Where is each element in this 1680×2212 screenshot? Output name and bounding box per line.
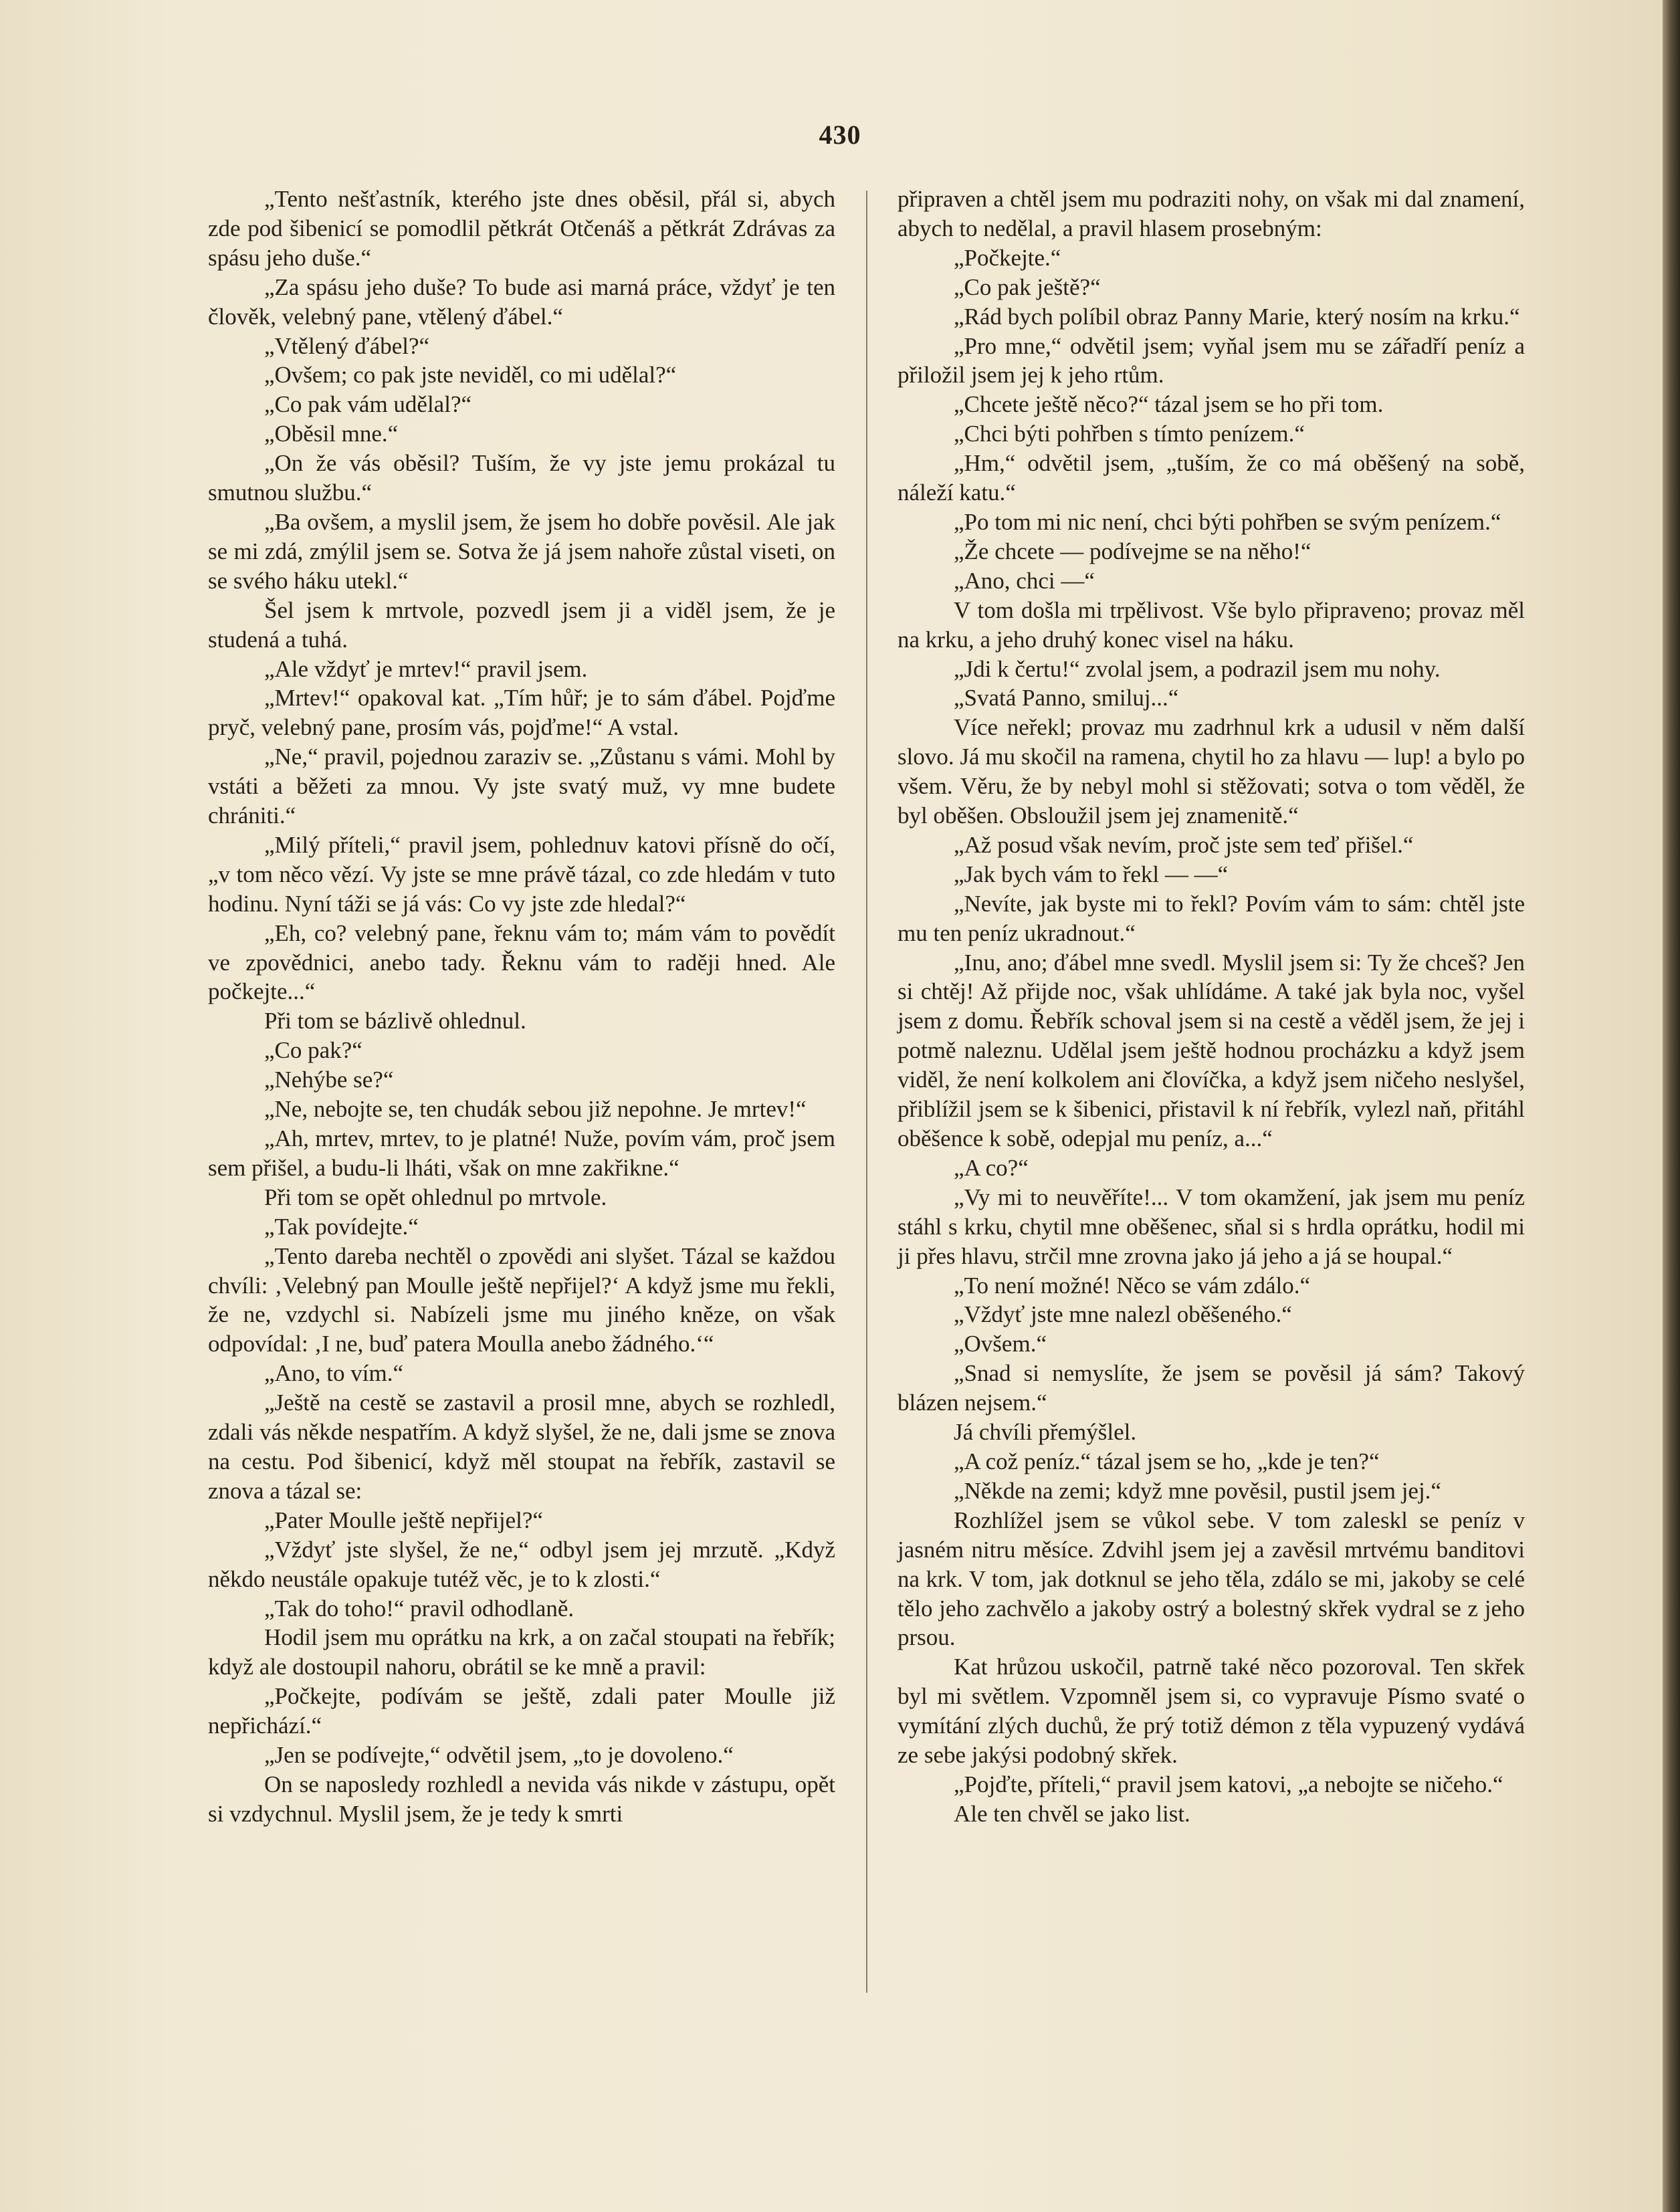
column-divider — [866, 191, 867, 1993]
paragraph: „Po tom mi nic není, chci býti pohřben se svým penízem.“ — [954, 508, 1501, 535]
paragraph: „Vy mi to neuvěříte!... V tom okamžení, jak jsem mu peníz stáhl s krku, chytil mne oběšenec, sňal si s hrdla oprátku, hodil mi ji přes hlavu, strčil mne zrovna jako já jeho a já se houpal.“ — [898, 1184, 1525, 1269]
paragraph: „Někde na zemi; když mne pověsil, pustil jsem jej.“ — [954, 1477, 1441, 1504]
paragraph: „Vtělený ďábel?“ — [264, 332, 430, 359]
paragraph: „Nevíte, jak byste mi to řekl? Povím vám to sám: chtěl jste mu ten peníz ukradnout.“ — [898, 890, 1525, 946]
paragraph: „Snad si nemyslíte, že jsem se pověsil já sám? Takový blázen nejsem.“ — [898, 1360, 1525, 1416]
paragraph: On se naposledy rozhledl a nevida vás nikde v zástupu, opět si vzdychnul. Myslil jsem, že je tedy k smrti — [208, 1771, 835, 1827]
paragraph: „Tento nešťastník, kterého jste dnes oběsil, přál si, abych zde pod šibenicí se pomodlil pětkrát Otčenáš a pětkrát Zdrávas za spásu jeho duše.“ — [208, 186, 835, 271]
page-number: 430 — [819, 120, 861, 150]
paragraph: „Mrtev!“ opakoval kat. „Tím hůř; je to sám ďábel. Pojďme pryč, velebný pane, prosím vás, pojďme!“ A vstal. — [208, 685, 835, 741]
paragraph: „A co?“ — [954, 1154, 1029, 1181]
paragraph: Hodil jsem mu oprátku na krk, a on začal stoupati na řebřík; když ale dostoupil nahoru, obrátil se ke mně a pravil: — [208, 1624, 835, 1680]
paragraph: „Že chcete — podívejme se na něho!“ — [954, 538, 1311, 564]
paragraph: „Ano, to vím.“ — [264, 1360, 404, 1387]
paragraph: „Ano, chci —“ — [954, 567, 1095, 594]
paragraph: „Eh, co? velebný pane, řeknu vám to; mám vám to povědít ve zpovědnici, anebo tady. Řeknu vám to raději hned. Ale počkejte...“ — [208, 919, 835, 1005]
paragraph: „Jak bych vám to řekl — —“ — [954, 861, 1229, 887]
paragraph: „Ne,“ pravil, pojednou zaraziv se. „Zůstanu s vámi. Mohl by vstáti a běžeti za mnou. Vy jste svatý muž, vy mne budete chrániti.“ — [208, 744, 835, 829]
paragraph: „Rád bych políbil obraz Panny Marie, který nosím na krku.“ — [954, 303, 1520, 330]
paragraph: „Jen se podívejte,“ odvětil jsem, „to je dovoleno.“ — [264, 1742, 734, 1769]
paragraph: „Ale vždyť je mrtev!“ pravil jsem. — [264, 655, 588, 682]
paragraph: „Tak do toho!“ pravil odhodlaně. — [264, 1595, 574, 1622]
paragraph: „Tento darebа nechtěl o zpovědi ani slyšet. Tázal se každou chvíli: ‚Velebný pan Moulle ještě nepřijel?‘ A když jsme mu řekli, že ne, vzdychl si. Nabízeli jsme mu jiného kněze, on však odpovídal: ‚I ne, buď patera Moulla anebo žádného.‘“ — [208, 1242, 835, 1357]
paragraph: Kat hrůzou uskočil, patrně také něco pozoroval. Ten skřek byl mi světlem. Vzpomněl jsem si, co vypravuje Písmo svaté o vymítání zlých duchů, že prý totiž démon z těla vypuzený vydává ze sebe jakýsi podobný skřek. — [898, 1654, 1525, 1769]
paragraph: Při tom se opět ohlednul po mrtvole. — [264, 1184, 607, 1210]
paragraph: „A což peníz.“ tázal jsem se ho, „kde je ten?“ — [954, 1448, 1380, 1474]
paragraph: „Ovšem.“ — [954, 1331, 1047, 1357]
paragraph: „Počkejte, podívám se ještě, zdali pater Moulle již nepřichází.“ — [208, 1683, 835, 1739]
paragraph: „Za spásu jeho duše? To bude asi marná práce, vždyť je ten člověk, velebný pane, vtělený ďábel.“ — [208, 273, 835, 330]
paragraph: Více neřekl; provaz mu zadrhnul krk a udusil v něm další slovo. Já mu skočil na ramena, chytil ho za hlavu — lup! a bylo po všem. Věru, že by nebyl mohl si stěžovati; sotva o tom věděl, že byl oběšen. Obsloužil jsem jej znamenitě.“ — [898, 714, 1525, 829]
paragraph: „Co pak vám udělal?“ — [264, 391, 472, 418]
paragraph: „Vždyť jste mne nalezl oběšeného.“ — [954, 1301, 1292, 1328]
paragraph: „Milý příteli,“ pravil jsem, pohlednuv katovi přísně do očí, „v tom něco vězí. Vy jste se mne právě tázal, co zde hledám v tuto hodinu. Nyní táži se já vás: Co vy jste zde hledal?“ — [208, 831, 835, 917]
paragraph: „On že vás oběsil? Tuším, že vy jste jemu prokázal tu smutnou službu.“ — [208, 450, 835, 506]
paragraph: „Inu, ano; ďábel mne svedl. Myslil jsem si: Ty že chceš? Jen si chtěj! Až přijde noc, však uhlídáme. A také jak byla noc, vyšel jsem z domu. Řebřík schoval jsem si na cestě a věděl jsem, že jej i potmě naleznu. Udělal jsem ještě hodnou procházku a když jsem viděl, že není kolkolem ani človíčka, a když jsem ničeho neslyšel, přiblížil jsem se k šibenici, přistavil k ní řebřík, vylezl naň, přitáhl oběšence k sobě, odepjal mu peníz, a...“ — [898, 949, 1525, 1151]
paragraph: „Ještě na cestě se zastavil a prosil mne, abych se rozhledl, zdali vás někde nespatřím. A když slyšel, že ne, dali jsme se znova na cestu. Pod šibenicí, když měl stoupat na řebřík, zastavil se znova a tázal se: — [208, 1390, 835, 1504]
paragraph: „Ba ovšem, a myslil jsem, že jsem ho dobře pověsil. Ale jak se mi zdá, zmýlil jsem se. Sotva že já jsem nahoře zůstal viseti, on se svého háku utekl.“ — [208, 508, 835, 594]
paragraph: „Nehýbe se?“ — [264, 1067, 394, 1093]
paragraph: „Až posud však nevím, proč jste sem teď přišel.“ — [954, 831, 1414, 858]
paragraph: „Počkejte.“ — [954, 244, 1061, 271]
paragraph: „Vždyť jste slyšel, že ne,“ odbyl jsem jej mrzutě. „Když někdo neustále opakuje tutéž věc, je to k zlosti.“ — [208, 1536, 835, 1592]
paragraph: „Co pak?“ — [264, 1037, 362, 1064]
paragraph: „To není možné! Něco se vám zdálo.“ — [954, 1272, 1311, 1299]
paragraph: „Svatá Panno, smiluj...“ — [954, 685, 1179, 711]
paragraph: „Ne, nebojte se, ten chudák sebou již nepohne. Je mrtev!“ — [264, 1096, 807, 1123]
paragraph: „Tak povídejte.“ — [264, 1213, 419, 1240]
paragraph: „Hm,“ odvětil jsem, „tuším, že co má oběšený na sobě, náleží katu.“ — [898, 450, 1525, 506]
paragraph: „Co pak ještě?“ — [954, 273, 1101, 300]
paragraph: Ale ten chvěl se jako list. — [954, 1800, 1190, 1827]
paragraph: V tom došla mi trpělivost. Vše bylo připraveno; provaz měl na krku, a jeho druhý konec visel na háku. — [898, 596, 1525, 653]
book-spine-edge — [1663, 0, 1680, 2212]
paragraph: „Oběsil mne.“ — [264, 421, 399, 447]
paragraph: „Ovšem; co pak jste neviděl, co mi udělal?“ — [264, 362, 677, 389]
paragraph: Šel jsem k mrtvole, pozvedl jsem ji a viděl jsem, že je studená a tuhá. — [208, 596, 835, 653]
paragraph: „Chcete ještě něco?“ tázal jsem se ho při tom. — [954, 391, 1384, 418]
paragraph: „Jdi k čertu!“ zvolal jsem, a podrazil jsem mu nohy. — [954, 655, 1441, 682]
paragraph: „Ah, mrtev, mrtev, to je platné! Nuže, povím vám, proč jsem sem přišel, a budu-li lháti, však on mne zakřikne.“ — [208, 1125, 835, 1181]
left-text-column — [208, 185, 835, 1829]
paragraph: „Pojďte, příteli,“ pravil jsem katovi, „a nebojte se ničeho.“ — [954, 1771, 1503, 1797]
paragraph: „Pater Moulle ještě nepřijel?“ — [264, 1507, 543, 1533]
paragraph: „Chci býti pohřben s tímto penízem.“ — [954, 421, 1305, 447]
paragraph: „Pro mne,“ odvětil jsem; vyňal jsem mu se zářadří peníz a přiložil jsem jej k jeho rtům. — [898, 332, 1525, 389]
right-text-column — [898, 185, 1525, 1829]
paragraph: připraven a chtěl jsem mu podraziti nohy, on však mi dal znamení, abych to nedělal, a pravil hlasem prosebným: — [898, 186, 1525, 241]
paragraph: Při tom se bázlivě ohlednul. — [264, 1008, 526, 1034]
paragraph: Rozhlížel jsem se vůkol sebe. V tom zaleskl se peníz v jasném nitru měsíce. Zdvihl jsem jej a zavěsil mrtvému banditovi na krk. V tom, jak dotknul se jeho těla, zdálo se mi, jakoby se celé tělo jeho zachvělo a jakoby ostrý a bolestný skřek vydral se z jeho prsou. — [898, 1507, 1525, 1651]
paragraph: Já chvíli přemýšlel. — [954, 1419, 1137, 1446]
